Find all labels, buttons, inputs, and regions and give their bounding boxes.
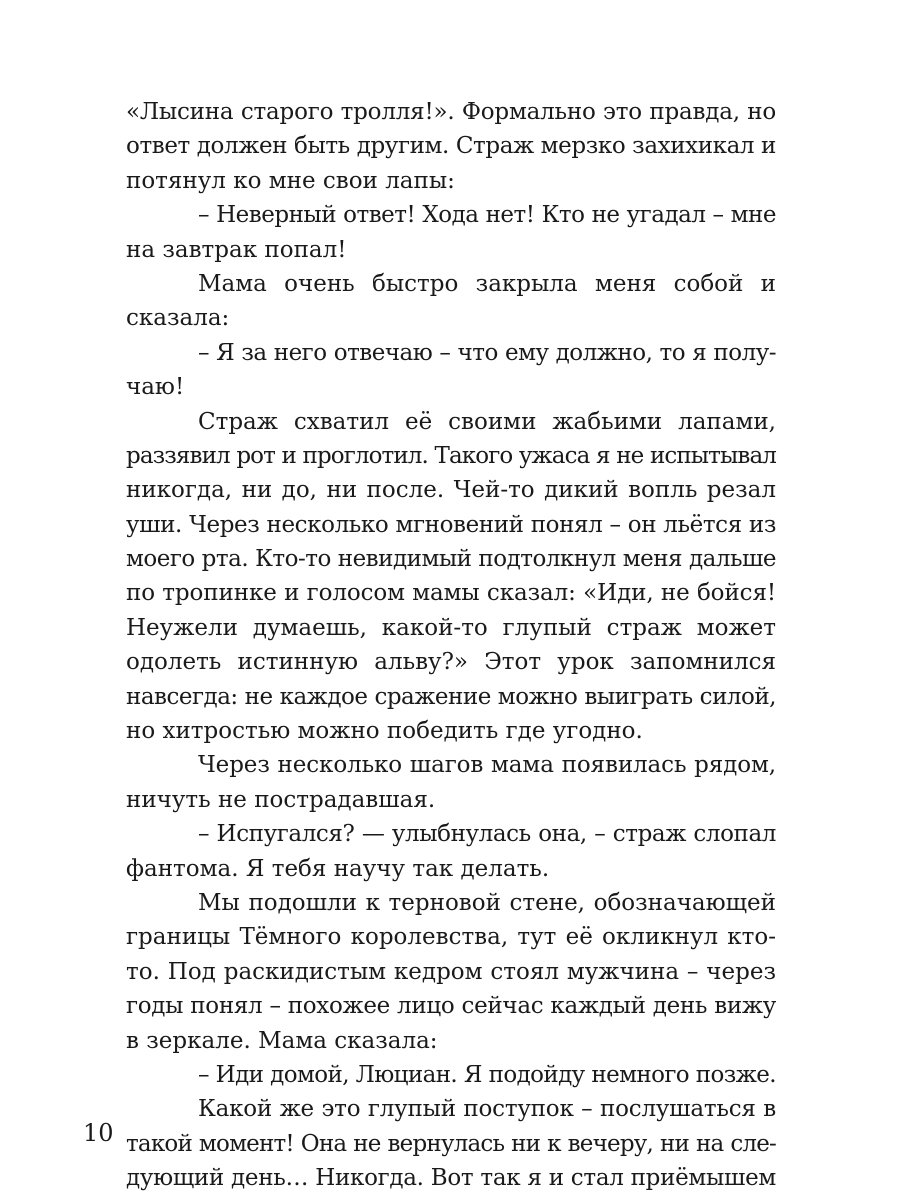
text-line: Мы подошли к терновой стене, обозначающей [198,889,776,916]
text-line: Мама очень быстро закрыла меня собой и [198,270,776,297]
text-line: – Иди домой, Люциан. Я подойду немного позже. [198,1061,776,1088]
text-line: по тропинке и голосом мамы сказал: «Иди, не бойся! [126,580,776,607]
text-line: одолеть истинную альву?» Этот урок запомнился [126,649,776,676]
text-line: – Я за него отвечаю – что ему должно, то я полу- [198,339,776,366]
text-line: но хитростью можно победить где угодно. [126,718,643,745]
text-line: дующий день… Никогда. Вот так я и стал приёмышем [126,1165,776,1192]
body-text [126,95,776,1196]
text-line: потянул ко мне свои лапы: [126,167,455,194]
text-line: Страж схватил её своими жабьими лапами, [198,408,776,435]
page-number: 10 [83,1119,114,1147]
text-line: на завтрак попал! [126,236,347,263]
text-line: сказала: [126,305,230,332]
text-line: ответ должен быть другим. Страж мерзко захихикал и [126,133,776,160]
text-line: Неужели думаешь, какой-то глупый страж может [126,614,776,641]
text-line: навсегда: не каждое сражение можно выиграть силой, [126,683,776,710]
text-line: фантома. Я тебя научу так делать. [126,855,550,882]
text-line: в зеркале. Мама сказала: [126,1027,438,1054]
text-line: ничуть не пострадавшая. [126,786,436,813]
text-line: то. Под раскидистым кедром стоял мужчина – через [126,958,776,985]
text-line: – Испугался? — улыбнулась она, – страж слопал [198,821,776,848]
text-line: границы Тёмного королевства, тут её окликнул кто- [126,924,776,951]
text-line: никогда, ни до, ни после. Чей-то дикий вопль резал [126,477,776,504]
text-line: – Неверный ответ! Хода нет! Кто не угадал – мне [198,202,776,229]
text-line: Какой же это глупый поступок – послушаться в [198,1096,776,1123]
text-line: моего рта. Кто-то невидимый подтолкнул меня дальше [126,546,776,573]
text-line: раззявил рот и проглотил. Такого ужаса я не испытывал [126,442,776,469]
text-line: Через несколько шагов мама появилась рядом, [198,752,776,779]
text-line: чаю! [126,374,185,401]
text-line: уши. Через несколько мгновений понял – он льётся из [126,511,776,538]
text-line: такой момент! Она не вернулась ни к вечеру, ни на сле- [126,1130,776,1157]
text-line: годы понял – похожее лицо сейчас каждый день вижу [126,993,776,1020]
text-line: «Лысина старого тролля!». Формально это правда, но [126,99,776,125]
